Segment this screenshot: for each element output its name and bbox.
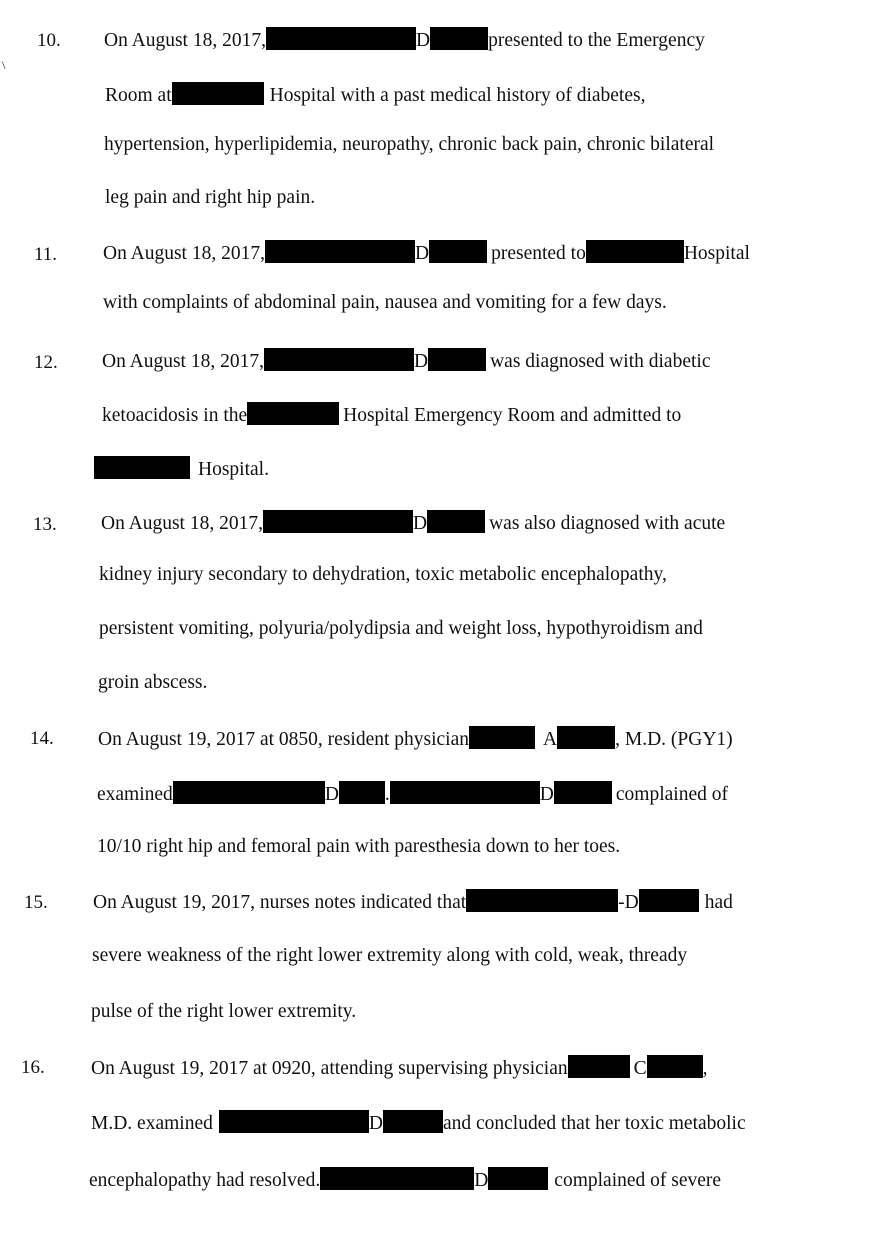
redaction-bar [488,1167,548,1190]
text-line: examined D . D complained of [97,781,728,806]
redaction-bar [320,1167,474,1190]
paragraph-number: 16. [21,1057,45,1078]
text-line: On August 18, 2017, D was also diagnosed with acute [101,510,725,535]
paragraph-number: 11. [34,244,58,265]
redaction-bar [247,402,339,425]
text-line: M.D. examined D and concluded that her toxic metabolic [91,1110,746,1135]
redaction-bar [586,240,684,263]
text-line: 10/10 right hip and femoral pain with paresthesia down to her toes. [97,836,621,857]
redaction-bar [639,889,699,912]
redaction-bar [554,781,612,804]
text-line: kidney injury secondary to dehydration, toxic metabolic encephalopathy, [99,564,667,585]
paragraph-number: 13. [33,514,57,535]
text-line: On August 19, 2017 at 0850, resident physician A , M.D. (PGY1) [98,726,733,751]
redaction-bar [427,510,485,533]
redaction-bar [428,348,486,371]
redaction-bar [264,348,414,371]
text-line: severe weakness of the right lower extremity along with cold, weak, thready [92,945,688,966]
redaction-bar [219,1110,369,1133]
paragraph-number: 12. [34,352,58,373]
text-line: persistent vomiting, polyuria/polydipsia and weight loss, hypothyroidism and [99,618,703,639]
redaction-bar [568,1055,630,1078]
redaction-bar [429,240,487,263]
text-line: On August 19, 2017, nurses notes indicated that -D had [93,889,733,914]
text-line: hypertension, hyperlipidemia, neuropathy, chronic back pain, chronic bilateral [104,134,715,155]
redaction-bar [263,510,413,533]
redaction-bar [469,726,535,749]
text-line: On August 18, 2017, D was diagnosed with diabetic [102,348,710,373]
redaction-bar [339,781,385,804]
redaction-bar [647,1055,703,1078]
text-line: On August 18, 2017, D presented to the Emergency [104,27,705,52]
paragraph-number: 15. [24,892,48,913]
redaction-bar [430,27,488,50]
redaction-bar [266,27,416,50]
redaction-bar [390,781,540,804]
paragraph-number: 10. [37,30,61,51]
text-line: ketoacidosis in the Hospital Emergency Room and admitted to [102,402,681,427]
text-line: On August 18, 2017, D presented to Hospital [103,240,750,265]
redaction-bar [466,889,618,912]
text-line: leg pain and right hip pain. [105,187,316,208]
redaction-bar [383,1110,443,1133]
margin-mark: \ [2,58,6,72]
text-line: On August 19, 2017 at 0920, attending supervising physician C , [91,1055,708,1080]
redaction-bar [94,456,190,479]
redaction-bar [173,781,325,804]
redaction-bar [265,240,415,263]
text-line: pulse of the right lower extremity. [91,1001,357,1022]
redaction-bar [557,726,615,749]
text-line: encephalopathy had resolved. D complained of severe [89,1167,721,1192]
paragraph-number: 14. [30,728,54,749]
text-line: Hospital. [94,456,269,481]
text-line: Room at Hospital with a past medical history of diabetes, [105,82,645,107]
redaction-bar [172,82,264,105]
text-line: groin abscess. [98,672,208,693]
text-line: with complaints of abdominal pain, nausea and vomiting for a few days. [103,292,667,313]
